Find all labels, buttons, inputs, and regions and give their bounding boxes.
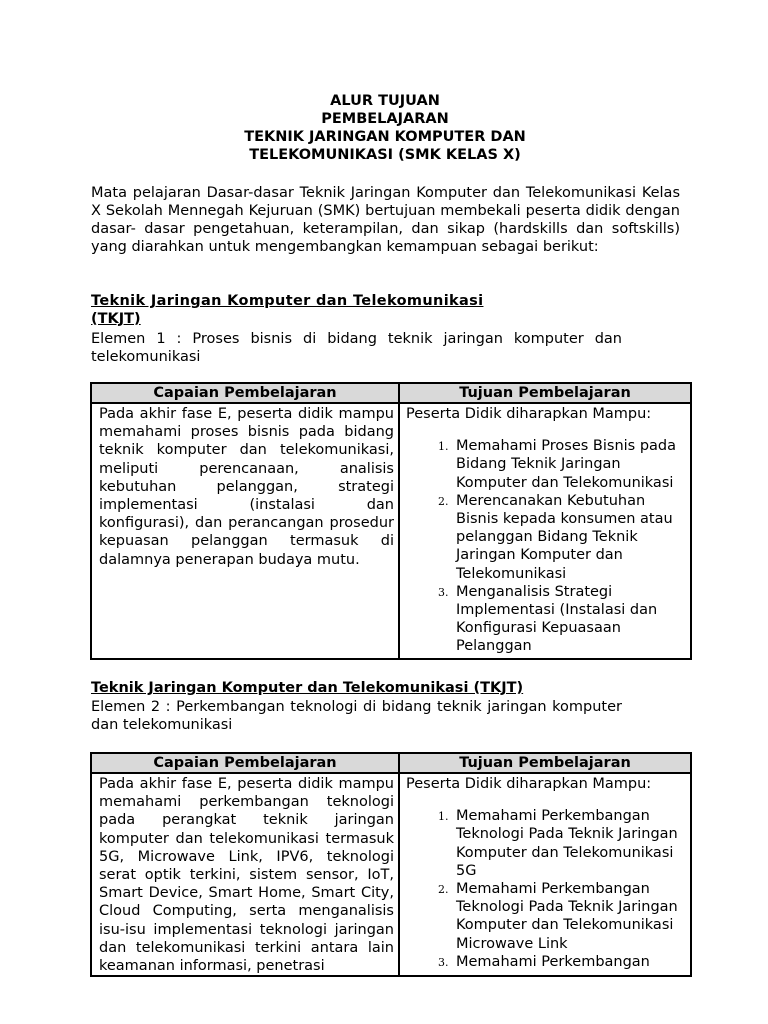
- section1-table: [90, 382, 692, 660]
- list-item: 1. Memahami Perkembangan Teknologi Pada Teknik Jaringan Komputer dan Telekomunikasi 5G: [452, 807, 686, 880]
- section1-capaian-cell: [91, 403, 399, 659]
- list-item: 3. Menganalisis Strategi Implementasi (Instalasi dan Konfigurasi Kepuasaan Pelanggan: [452, 583, 686, 656]
- list-item: 2. Memahami Perkembangan Teknologi Pada Teknik Jaringan Komputer dan Telekomunikasi Microwave Link: [452, 880, 686, 953]
- page-title: [91, 92, 679, 164]
- section2-capaian-text: Pada akhir fase E, peserta didik mampu memahami perkembangan teknologi pada perangkat teknik jaringan komputer dan telekomunikasi termasuk 5G, Microwave Link, IPV6, teknologi serat optik terkini, sistem sensor, IoT, Smart Device, Smart Home, Smart City, Cloud Computing, serta menganalisis isu-isu implementasi teknologi jaringan dan telekomunikasi terkini antara lain keamanan informasi, penetrasi: [99, 776, 394, 975]
- section1-tujuan-cell: [399, 403, 691, 659]
- section2-elemen: Elemen 2 : Perkembangan teknologi di bidang teknik jaringan komputer dan telekomunikasi: [91, 699, 622, 733]
- section1-heading-line1: Teknik Jaringan Komputer dan Telekomunikasi: [91, 293, 484, 309]
- section2-tujuan-cell: [399, 773, 691, 976]
- section1-heading: [91, 292, 483, 328]
- section2-heading: Teknik Jaringan Komputer dan Telekomunikasi (TKJT): [91, 680, 524, 696]
- intro-paragraph: Mata pelajaran Dasar-dasar Teknik Jaringan Komputer dan Telekomunikasi Kelas X Sekolah Mennegah Kejuruan (SMK) bertujuan membekali peserta didik dengan dasar- dasar pengetahuan, keterampilan, dan sikap (hardskills dan softskills) yang diarahkan untuk mengembangkan kemampuan sebagai berikut:: [91, 185, 680, 255]
- section1-header-tujuan: Tujuan Pembelajaran: [399, 383, 691, 403]
- section1-tujuan-intro: Peserta Didik diharapkan Mampu:: [406, 406, 652, 422]
- section2-capaian-cell: [91, 773, 399, 976]
- section2-header-capaian: Capaian Pembelajaran: [91, 753, 399, 773]
- title-line-4: TELEKOMUNIKASI (SMK KELAS X): [249, 147, 521, 163]
- title-line-1: ALUR TUJUAN: [330, 93, 440, 109]
- list-item: 3. Memahami Perkembangan: [452, 953, 686, 971]
- section1-capaian-text: Pada akhir fase E, peserta didik mampu memahami proses bisnis pada bidang teknik komputer dan telekomunikasi, meliputi perencanaan, analisis kebutuhan pelanggan, strategi implementasi (instalasi dan konfigurasi), dan perancangan prosedur kepuasan pelanggan termasuk di dalamnya penerapan budaya mutu.: [99, 406, 394, 568]
- list-item: 1. Memahami Proses Bisnis pada Bidang Teknik Jaringan Komputer dan Telekomunikasi: [452, 437, 686, 492]
- section1-elemen: Elemen 1 : Proses bisnis di bidang teknik jaringan komputer dan telekomunikasi: [91, 331, 622, 365]
- section1-header-capaian: Capaian Pembelajaran: [91, 383, 399, 403]
- section2-tujuan-list: [406, 807, 686, 971]
- section2-header-tujuan: Tujuan Pembelajaran: [399, 753, 691, 773]
- list-item: 2. Merencanakan Kebutuhan Bisnis kepada konsumen atau pelanggan Bidang Teknik Jaringan Komputer dan Telekomunikasi: [452, 492, 686, 583]
- title-line-3: TEKNIK JARINGAN KOMPUTER DAN: [244, 129, 526, 145]
- section1-heading-line2: (TKJT): [91, 311, 141, 327]
- title-line-2: PEMBELAJARAN: [321, 111, 449, 127]
- section2-table: [90, 752, 692, 977]
- section2-tujuan-intro: Peserta Didik diharapkan Mampu:: [406, 776, 652, 792]
- section1-tujuan-list: [406, 437, 686, 655]
- section2-table-clip: [90, 752, 694, 980]
